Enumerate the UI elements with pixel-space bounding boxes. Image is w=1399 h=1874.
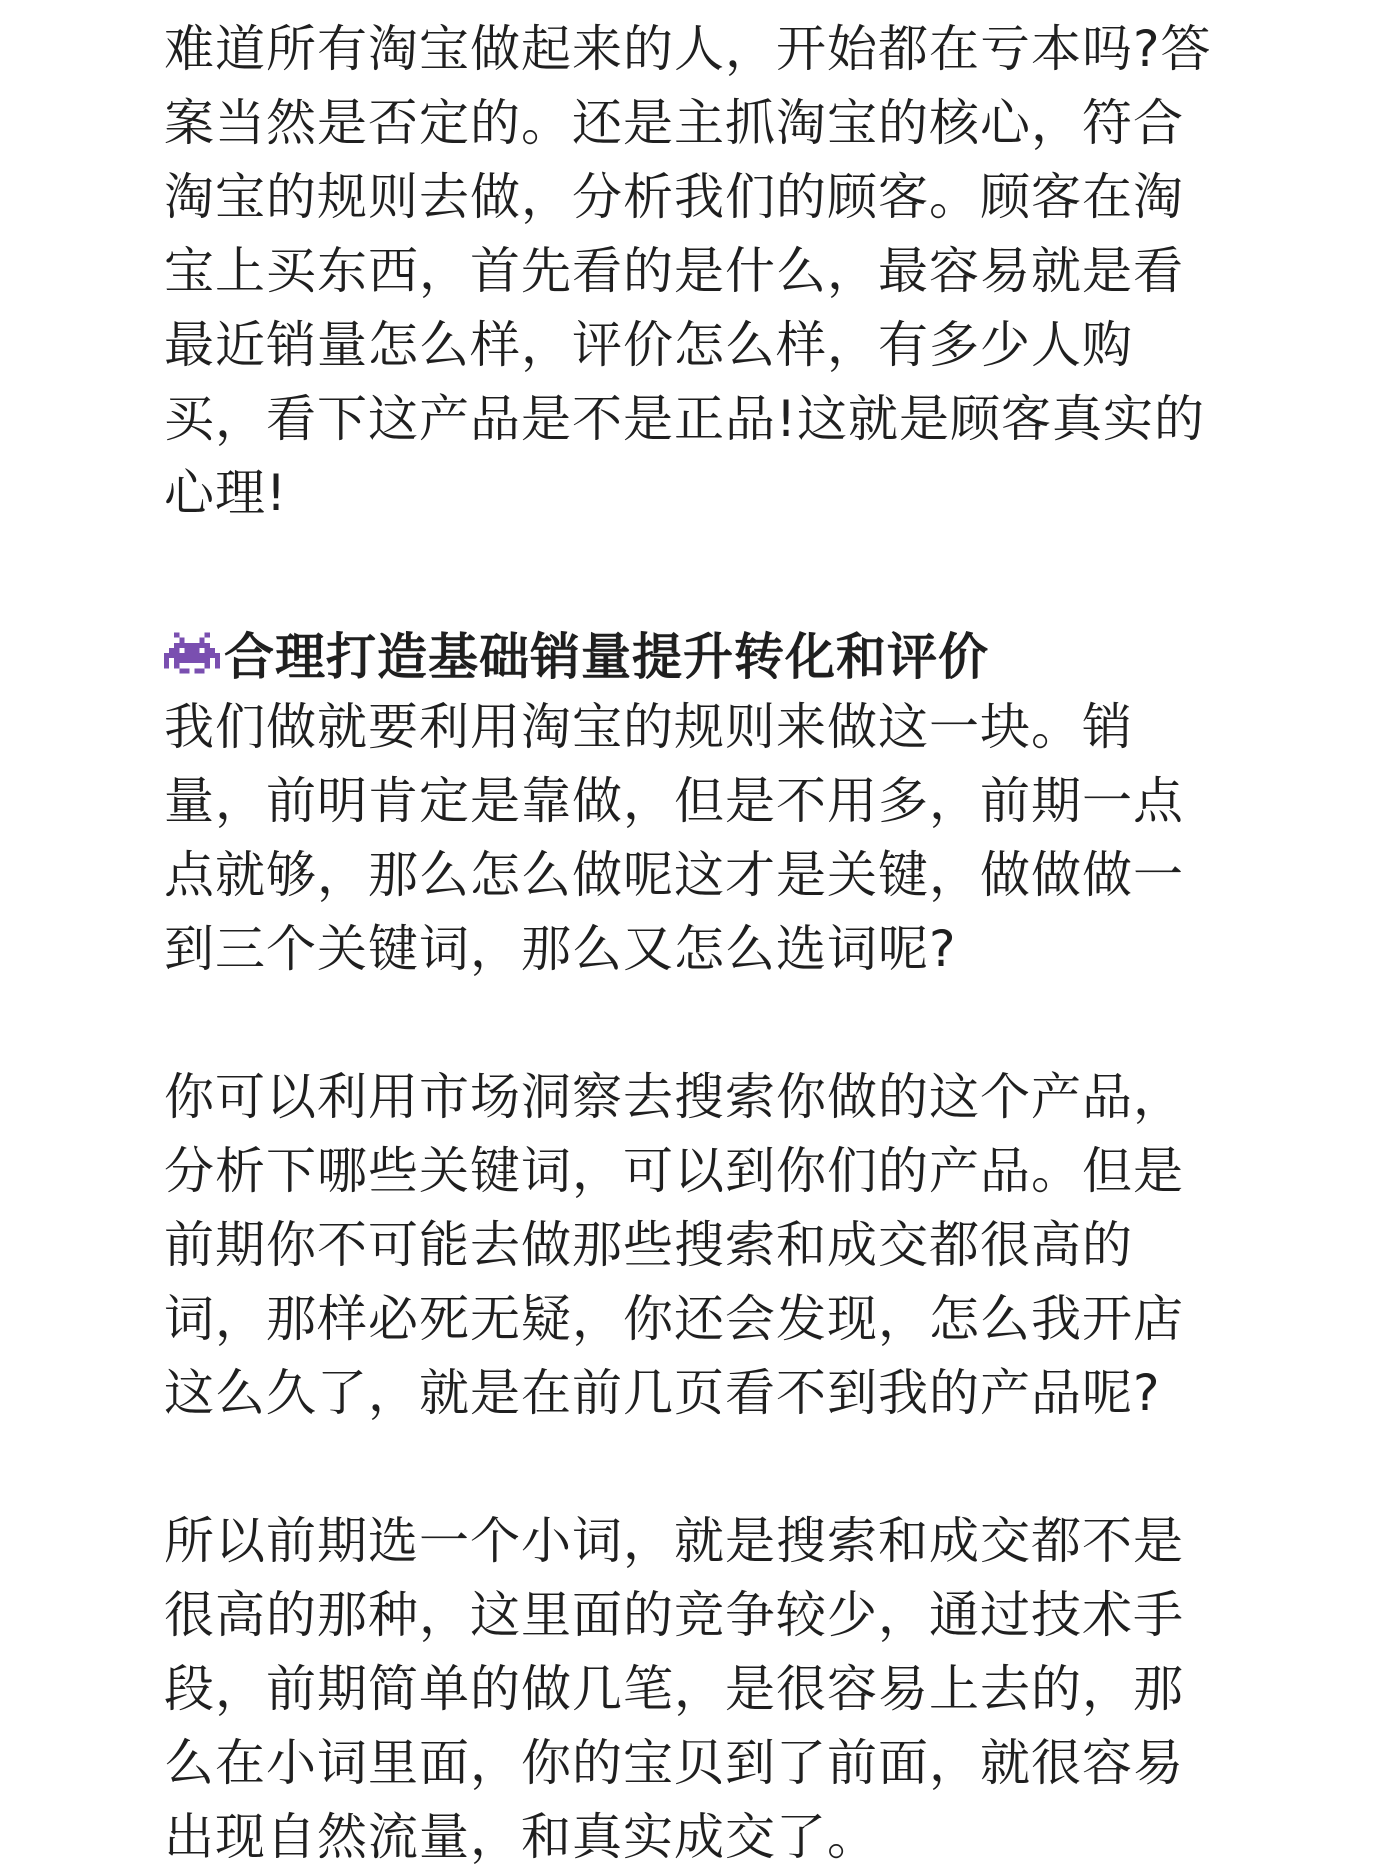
article (164, 12, 1254, 1874)
paragraph-sales (164, 690, 1254, 986)
text-line: 最近销量怎么样，评价怎么样，有多少人购 (164, 316, 1133, 374)
text-line: 点就够，那么怎么做呢这才是关键，做做做一 (164, 846, 1184, 904)
text-line: 淘宝的规则去做，分析我们的顾客。顾客在淘 (164, 168, 1184, 226)
text-line: 你可以利用市场洞察去搜索你做的这个产品， (164, 1068, 1184, 1126)
text-line: 出现自然流量，和真实成交了。 (164, 1808, 878, 1866)
paragraph-intro (164, 12, 1254, 530)
text-line: 很高的那种，这里面的竞争较少，通过技术手 (164, 1586, 1184, 1644)
text-line: 么在小词里面，你的宝贝到了前面，就很容易 (164, 1734, 1184, 1792)
text-line: 这么久了，就是在前几页看不到我的产品呢? (164, 1364, 1161, 1422)
text-line: 所以前期选一个小词，就是搜索和成交都不是 (164, 1512, 1184, 1570)
text-line: 分析下哪些关键词，可以到你们的产品。但是 (164, 1142, 1184, 1200)
paragraph-market-insight (164, 1060, 1254, 1430)
text-line: 量，前明肯定是靠做，但是不用多，前期一点 (164, 772, 1184, 830)
text-line: 心理! (164, 464, 288, 522)
text-line: 买，看下这产品是不是正品!这就是顾客真实的 (164, 390, 1206, 448)
text-line: 到三个关键词，那么又怎么选词呢? (164, 920, 957, 978)
text-line: 难道所有淘宝做起来的人，开始都在亏本吗?答 (164, 20, 1212, 78)
purple-space-invader-icon (164, 631, 220, 675)
paragraph-spacer (164, 530, 1254, 604)
paragraph-spacer (164, 986, 1254, 1060)
text-line: 段，前期简单的做几笔，是很容易上去的，那 (164, 1660, 1184, 1718)
text-line: 案当然是否定的。还是主抓淘宝的核心，符合 (164, 94, 1184, 152)
section-heading (164, 616, 1254, 690)
paragraph-small-keywords (164, 1504, 1254, 1874)
text-line: 词，那样必死无疑，你还会发现，怎么我开店 (164, 1290, 1184, 1348)
section-heading-text: 合理打造基础销量提升转化和评价 (224, 628, 989, 686)
text-line: 我们做就要利用淘宝的规则来做这一块。销 (164, 698, 1133, 756)
text-line: 前期你不可能去做那些搜索和成交都很高的 (164, 1216, 1133, 1274)
paragraph-spacer (164, 1430, 1254, 1504)
text-line: 宝上买东西，首先看的是什么，最容易就是看 (164, 242, 1184, 300)
